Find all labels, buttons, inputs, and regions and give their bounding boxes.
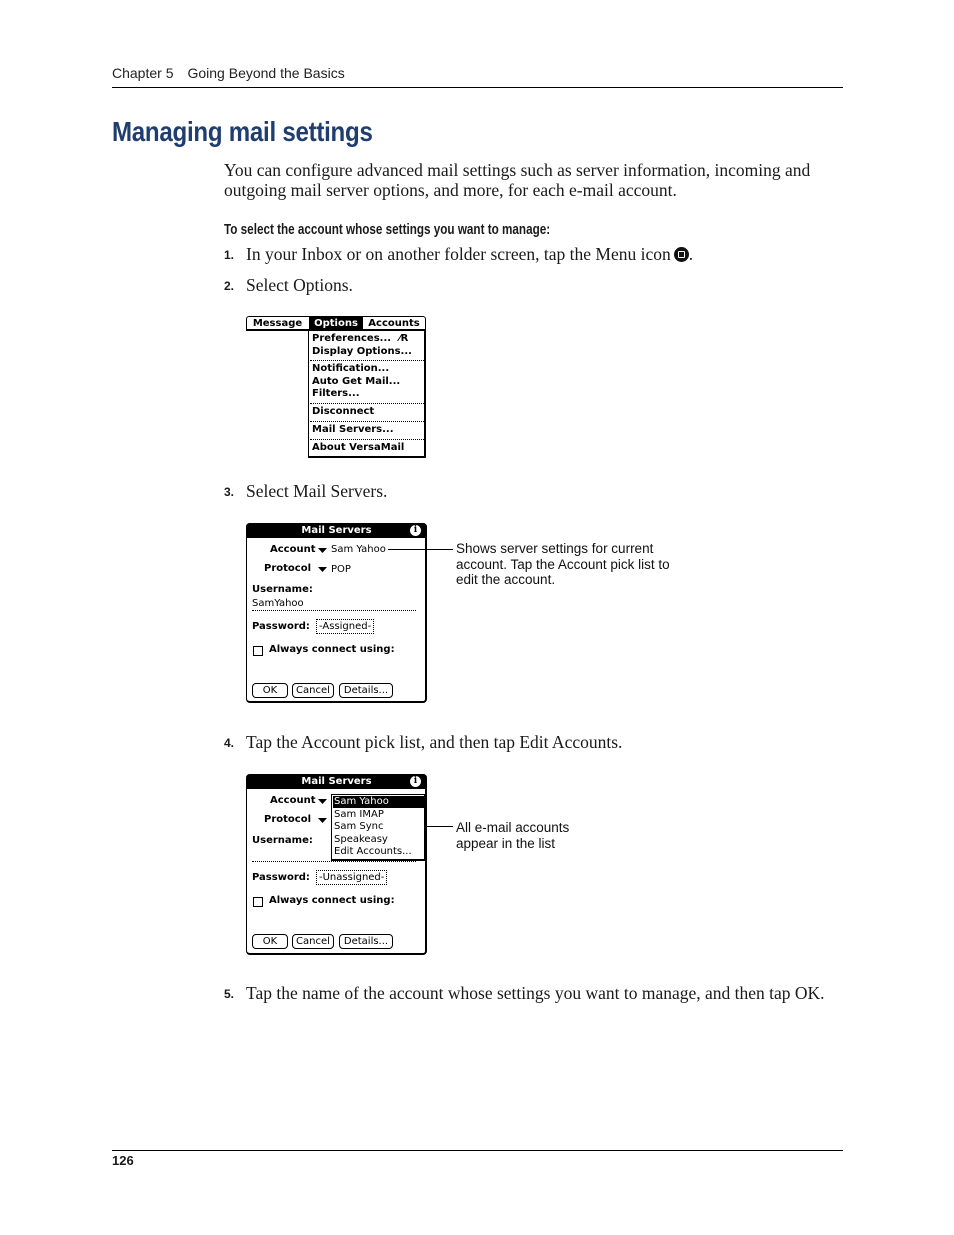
menu-item-preferences[interactable]: Preferences... (312, 333, 392, 344)
menu-item-filters[interactable]: Filters... (312, 388, 360, 399)
username-label: Username: (252, 835, 313, 846)
step-number: 3. (224, 485, 235, 499)
mail-servers-screenshot-1 (246, 523, 427, 703)
screen-title: Mail Servers (301, 776, 372, 787)
chevron-down-icon[interactable] (318, 567, 327, 572)
menu-icon (674, 247, 689, 262)
menu-accounts[interactable]: Accounts (368, 318, 420, 329)
menu-separator (310, 403, 424, 404)
step-1-period: . (688, 244, 694, 264)
picklist-items (334, 796, 412, 859)
account-label: Account (270, 544, 316, 555)
step-text (246, 244, 846, 264)
menu-item-about[interactable]: About VersaMail (312, 442, 405, 453)
step-1-text: In your Inbox or on another folder screen, tap the Menu icon (246, 244, 671, 264)
protocol-value[interactable]: POP (331, 564, 351, 575)
footer-rule (112, 1150, 843, 1151)
menu-item-disconnect[interactable]: Disconnect (312, 406, 375, 417)
details-button[interactable]: Details... (339, 683, 393, 698)
password-label: Password: (252, 872, 310, 883)
menu-item-mail-servers[interactable]: Mail Servers... (312, 424, 394, 435)
info-icon[interactable]: i (410, 525, 421, 536)
picklist-item-edit-accounts[interactable]: Edit Accounts... (334, 846, 412, 858)
info-icon[interactable]: i (410, 776, 421, 787)
step-text: Tap the name of the account whose settings you want to manage, and then tap OK. (246, 983, 825, 1003)
step-number: 2. (224, 279, 235, 293)
step-number: 1. (224, 248, 235, 262)
running-header (112, 65, 345, 81)
menu-group-1 (312, 333, 412, 358)
step-text: Select Mail Servers. (246, 481, 388, 501)
protocol-label: Protocol (264, 563, 312, 574)
ok-button[interactable]: OK (252, 934, 288, 949)
intro-paragraph: You can configure advanced mail settings such as server information, incoming and outgoing mail server options, and more, for each e-mail account. (224, 160, 811, 200)
menu-group-2 (312, 363, 400, 401)
username-field[interactable]: SamYahoo (252, 598, 304, 609)
menu-item-display-options[interactable]: Display Options... (312, 345, 412, 357)
menu-item-auto-get-mail[interactable]: Auto Get Mail... (312, 375, 401, 387)
password-field[interactable]: -Assigned- (316, 619, 374, 634)
menu-separator (310, 439, 424, 440)
field-underline (252, 610, 416, 611)
page-number: 126 (112, 1153, 134, 1168)
picklist-item[interactable]: Sam IMAP (334, 808, 384, 820)
chevron-down-icon[interactable] (318, 818, 327, 823)
step-text: Select Options. (246, 275, 353, 295)
account-label: Account (270, 795, 316, 806)
procedure-heading: To select the account whose settings you want to manage: (224, 221, 551, 238)
ok-button[interactable]: OK (252, 683, 288, 698)
mail-servers-screenshot-2 (246, 774, 427, 955)
username-label: Username: (252, 584, 313, 595)
options-menu-screenshot (246, 316, 427, 459)
always-connect-checkbox[interactable] (253, 646, 263, 656)
menu-options[interactable]: Options (314, 318, 358, 329)
picklist-item[interactable]: Sam Yahoo (334, 796, 389, 807)
step-number: 5. (224, 987, 235, 1001)
header-rule (112, 87, 843, 88)
always-connect-label: Always connect using: (269, 895, 395, 906)
page-title: Managing mail settings (112, 116, 373, 147)
field-underline (252, 861, 416, 862)
menu-message[interactable]: Message (252, 318, 303, 329)
cancel-button[interactable]: Cancel (292, 934, 334, 949)
chevron-down-icon[interactable] (318, 548, 327, 553)
account-picklist-value[interactable]: Sam Yahoo (331, 544, 386, 555)
chapter-label: Chapter 5 (112, 65, 174, 81)
chevron-down-icon[interactable] (318, 799, 327, 804)
picklist-item[interactable]: Sam Sync (334, 821, 384, 833)
password-label: Password: (252, 621, 310, 632)
callout-line (388, 549, 453, 550)
screen-title: Mail Servers (301, 525, 372, 536)
shortcut-label: ⁄R (399, 333, 409, 344)
cancel-button[interactable]: Cancel (292, 683, 334, 698)
callout-account-settings: Shows server settings for current account. Tap the Account pick list to edit the account. (456, 541, 670, 587)
step-number: 4. (224, 736, 235, 750)
callout-all-accounts: All e-mail accounts appear in the list (456, 820, 570, 851)
always-connect-label: Always connect using: (269, 644, 395, 655)
menu-separator (310, 421, 424, 422)
menu-separator (310, 360, 424, 361)
protocol-label: Protocol (264, 814, 312, 825)
always-connect-checkbox[interactable] (253, 897, 263, 907)
step-text: Tap the Account pick list, and then tap Edit Accounts. (246, 732, 623, 752)
chapter-title: Going Beyond the Basics (187, 65, 345, 81)
callout-line (427, 826, 453, 827)
menu-item-notification[interactable]: Notification... (312, 363, 390, 374)
password-field[interactable]: -Unassigned- (316, 870, 387, 885)
picklist-item[interactable]: Speakeasy (334, 833, 388, 845)
details-button[interactable]: Details... (339, 934, 393, 949)
